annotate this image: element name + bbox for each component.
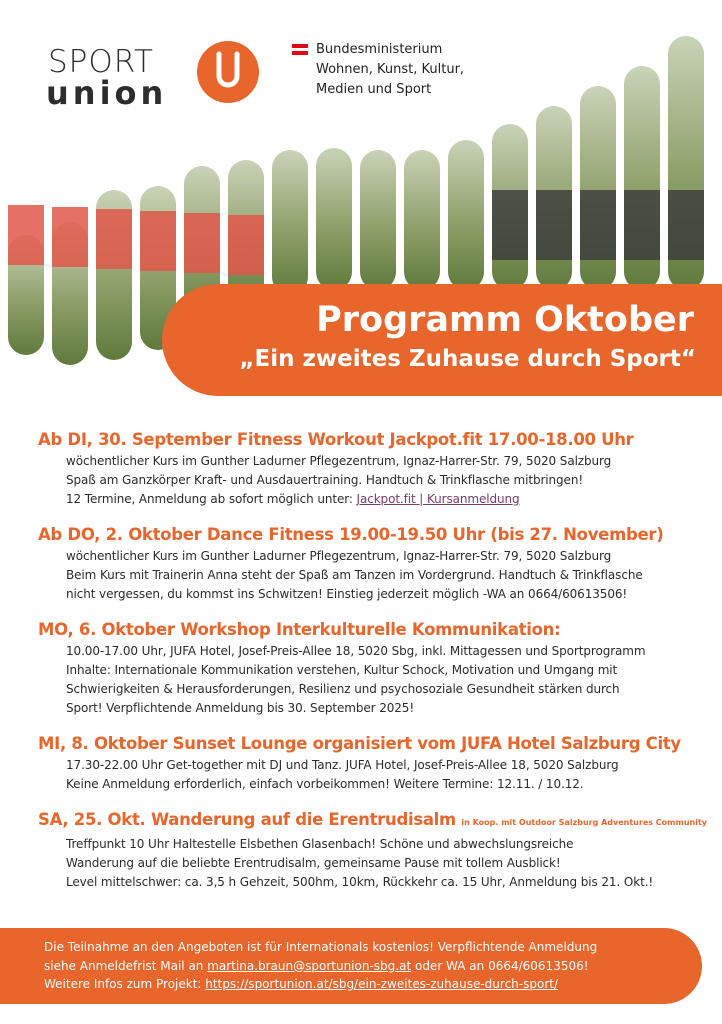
event-title-text: SA, 25. Okt. Wanderung auf die Erentrudisalm — [38, 810, 456, 829]
event-item — [38, 428, 722, 509]
logo-text-union: union — [46, 74, 168, 112]
photo-stripe-shirt — [536, 190, 572, 260]
event-detail: Inhalte: Internationale Kommunikation verstehen, Kultur Schock, Motivation und Umgang mit — [66, 663, 618, 677]
event-detail: Level mittelschwer: ca. 3,5 h Gehzeit, 500hm, 10km, Rückkehr ca. 15 Uhr, Anmeldung bis 21. Okt.! — [66, 875, 654, 889]
email-link[interactable]: martina.braun@sportunion-sbg.at — [207, 958, 412, 973]
title-banner — [162, 284, 722, 396]
registration-link[interactable]: Jackpot.fit | Kursanmeldung — [356, 492, 520, 506]
event-title-note: in Koop. mit Outdoor Salzburg Adventures Community — [461, 818, 707, 827]
photo-stripe-shirt — [668, 190, 704, 260]
event-detail: Treffpunkt 10 Uhr Haltestelle Elsbethen Glasenbach! Schöne und abwechslungsreiche — [66, 837, 574, 851]
footer-line-text: oder WA an 0664/60613506! — [411, 958, 589, 973]
event-detail: 10.00-17.00 Uhr, JUFA Hotel, Josef-Preis-Allee 18, 5020 Sbg, inkl. Mittagessen und Sportprogramm — [66, 644, 646, 658]
footer-line-text: Weitere Infos zum Projekt: — [44, 977, 206, 991]
footer-banner — [0, 928, 702, 1004]
footer-text — [44, 938, 597, 994]
event-detail — [38, 490, 722, 509]
ministry-name — [316, 40, 464, 100]
photo-stripe-shirt — [8, 205, 44, 265]
event-title: MO, 6. Oktober Workshop Interkulturelle Kommunikation: — [38, 620, 561, 639]
sportunion-logo — [46, 40, 276, 110]
event-item — [38, 523, 722, 604]
photo-stripe — [360, 150, 396, 290]
photo-stripe-shirt — [52, 207, 88, 267]
event-detail: wöchentlicher Kurs im Gunther Ladurner Pflegezentrum, Ignaz-Harrer-Str. 79, 5020 Salzburg — [66, 454, 612, 468]
photo-stripe — [404, 150, 440, 290]
event-item — [38, 808, 722, 892]
photo-stripe-shirt — [624, 190, 660, 260]
photo-stripe-shirt — [580, 190, 616, 260]
austria-flag-icon — [292, 44, 308, 55]
photo-stripe — [448, 140, 484, 290]
page-subtitle: „Ein zweites Zuhause durch Sport“ — [239, 346, 696, 372]
event-detail-text: 12 Termine, Anmeldung ab sofort möglich unter: — [66, 492, 357, 506]
event-detail: Beim Kurs mit Trainerin Anna steht der Spaß am Tanzen im Vordergrund. Handtuch & Trinkflasche — [66, 568, 643, 582]
footer-line — [44, 957, 597, 976]
photo-stripe — [316, 148, 352, 290]
logo-text-sport: SPORT — [48, 44, 154, 80]
ministry-line: Wohnen, Kunst, Kultur, — [316, 62, 465, 77]
event-detail: Wanderung auf die beliebte Erentrudisalm, gemeinsame Pause mit tollem Ausblick! — [66, 856, 561, 870]
footer-line — [44, 975, 597, 994]
photo-stripe-shirt — [140, 211, 176, 271]
event-detail: Keine Anmeldung erforderlich, einfach vorbeikommen! Weitere Termine: 12.11. / 10.12. — [66, 777, 584, 791]
event-title: Ab DO, 2. Oktober Dance Fitness 19.00-19.50 Uhr (bis 27. November) — [38, 525, 664, 544]
event-title: Ab DI, 30. September Fitness Workout Jackpot.fit 17.00-18.00 Uhr — [38, 430, 634, 449]
ministry-line: Medien und Sport — [316, 82, 432, 97]
logo-u-mark-icon — [196, 40, 260, 104]
event-item — [38, 732, 722, 794]
event-list — [38, 428, 722, 906]
photo-stripe-shirt — [184, 213, 220, 273]
photo-stripe — [272, 150, 308, 295]
photo-stripe-shirt — [96, 209, 132, 269]
event-detail: Sport! Verpflichtende Anmeldung bis 30. September 2025! — [66, 701, 415, 715]
footer-line-text: siehe Anmeldefrist Mail an — [44, 958, 208, 973]
event-title — [38, 808, 722, 835]
event-detail: 17.30-22.00 Uhr Get-together mit DJ und Tanz. JUFA Hotel, Josef-Preis-Allee 18, 5020 Salzburg — [66, 758, 619, 772]
event-title: MI, 8. Oktober Sunset Lounge organisiert vom JUFA Hotel Salzburg City — [38, 734, 681, 753]
event-detail: Schwierigkeiten & Herausforderungen, Resilienz und psychosoziale Gesundheit stärken durch — [66, 682, 620, 696]
event-item — [38, 618, 722, 718]
ministry-line: Bundesministerium — [316, 42, 443, 57]
event-detail: Spaß am Ganzkörper Kraft- und Ausdauertraining. Handtuch & Trinkflasche mitbringen! — [66, 473, 584, 487]
project-url-link[interactable]: https://sportunion.at/sbg/ein-zweites-zuhause-durch-sport/ — [205, 977, 559, 991]
photo-stripe-shirt — [492, 190, 528, 260]
photo-stripe-shirt — [228, 215, 264, 275]
event-detail: wöchentlicher Kurs im Gunther Ladurner Pflegezentrum, Ignaz-Harrer-Str. 79, 5020 Salzburg — [66, 549, 612, 563]
footer-line: Die Teilnahme an den Angeboten ist für Internationals kostenlos! Verpflichtende Anmeldung — [44, 940, 598, 954]
event-detail: nicht vergessen, du kommst ins Schwitzen! Einstieg jederzeit möglich -WA an 0664/60613506! — [66, 587, 628, 601]
page-title: Programm Oktober — [316, 300, 694, 340]
